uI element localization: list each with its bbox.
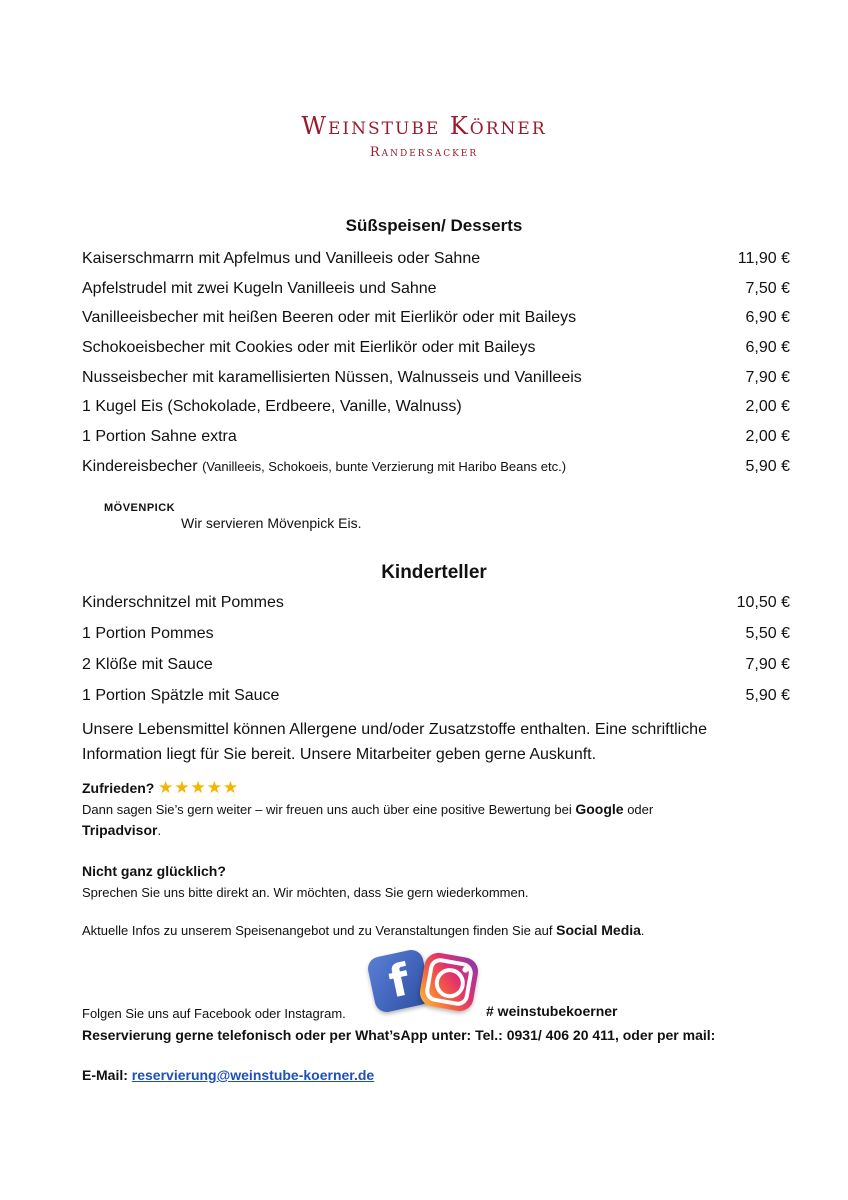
item-name: 1 Portion Pommes — [82, 625, 214, 642]
item-name: 2 Klöße mit Sauce — [82, 656, 213, 673]
unhappy-feedback — [82, 861, 802, 903]
item-price: 6,90 € — [745, 309, 790, 327]
item-name: Nusseisbecher mit karamellisierten Nüssen, Walnusseis und Vanilleeis — [82, 368, 582, 386]
list-item — [82, 458, 790, 488]
happy-feedback — [82, 777, 802, 841]
hashtag: # weinstubekoerner — [486, 1003, 618, 1019]
moevenpick-note: Wir servieren Mövenpick Eis. — [181, 515, 362, 531]
tripadvisor-link[interactable]: Tripadvisor — [82, 822, 158, 838]
follow-text: Folgen Sie uns auf Facebook oder Instagram. — [82, 1006, 346, 1021]
item-price: 7,90 € — [745, 656, 790, 673]
item-name-group — [82, 458, 566, 476]
social-media-link[interactable]: Social Media — [556, 922, 641, 938]
item-price: 11,90 € — [737, 250, 790, 267]
item-name: Kindereisbecher — [82, 457, 198, 475]
list-item — [82, 309, 790, 339]
list-item — [82, 369, 790, 399]
list-item — [82, 339, 790, 369]
item-note: (Vanilleeis, Schokoeis, bunte Verzierung mit Haribo Beans etc.) — [202, 458, 567, 474]
item-price: 7,90 € — [745, 368, 790, 386]
item-price: 10,50 € — [736, 594, 790, 611]
item-name: 1 Portion Sahne extra — [82, 428, 237, 446]
happy-text: Dann sagen Sie’s gern weiter – wir freuen uns auch über eine positive Bewertung bei — [82, 802, 576, 817]
happy-text-end: . — [157, 823, 162, 838]
email-label: E-Mail: — [82, 1067, 132, 1083]
item-price: 7,50 € — [745, 279, 790, 297]
list-item — [82, 687, 790, 718]
item-name: Apfelstrudel mit zwei Kugeln Vanilleeis und Sahne — [82, 279, 437, 297]
happy-title: Zufrieden? — [82, 780, 155, 796]
unhappy-title: Nicht ganz glücklich? — [82, 863, 226, 879]
item-price: 5,50 € — [745, 625, 790, 642]
star-rating-icon: ★★★★★ — [157, 778, 240, 797]
list-item — [82, 428, 790, 458]
list-item — [82, 656, 790, 687]
item-price: 6,90 € — [745, 339, 790, 357]
happy-text-connector: oder — [623, 802, 654, 817]
item-name: 1 Portion Spätzle mit Sauce — [82, 687, 280, 704]
moevenpick-logo: MÖVENPICK — [104, 502, 176, 514]
social-info — [82, 920, 802, 941]
logo-title: Weinstube Körner — [301, 112, 547, 140]
item-name: Schokoeisbecher mit Cookies oder mit Eierlikör oder mit Baileys — [82, 339, 536, 357]
desserts-list — [82, 250, 790, 488]
item-name: Vanilleeisbecher mit heißen Beeren oder mit Eierlikör oder mit Baileys — [82, 309, 577, 327]
item-name: Kaiserschmarrn mit Apfelmus und Vanilleeis oder Sahne — [82, 250, 481, 267]
social-info-text: Aktuelle Infos zu unserem Speisenangebot und zu Veranstaltungen finden Sie auf — [82, 923, 557, 938]
allergen-note: Unsere Lebensmittel können Allergene und/oder Zusatzstoffe enthalten. Eine schriftliche Information liegt für Sie bereit. Unsere Mitarbeiter geben gerne Auskunft. — [82, 721, 707, 763]
list-item — [82, 398, 790, 428]
desserts-title: Süßspeisen/ Desserts — [345, 216, 523, 235]
item-price: 5,90 € — [745, 687, 790, 704]
list-item — [82, 280, 790, 310]
email-link[interactable]: reservierung@weinstube-koerner.de — [131, 1067, 375, 1083]
item-price: 5,90 € — [745, 457, 790, 475]
item-price: 2,00 € — [745, 398, 790, 416]
kids-title: Kinderteller — [381, 562, 487, 583]
logo-subtitle: Randersacker — [369, 145, 479, 160]
list-item — [82, 594, 790, 625]
email-line — [82, 1065, 802, 1086]
list-item — [82, 250, 790, 280]
google-link[interactable]: Google — [575, 801, 624, 817]
item-price: 2,00 € — [745, 428, 790, 446]
list-item — [82, 625, 790, 656]
unhappy-text: Sprechen Sie uns bitte direkt an. Wir möchten, dass Sie gern wiederkommen. — [82, 885, 529, 900]
item-name: Kinderschnitzel mit Pommes — [82, 594, 284, 611]
kids-list — [82, 594, 790, 718]
facebook-icon[interactable]: f — [366, 948, 432, 1014]
social-info-end: . — [640, 923, 645, 938]
reservation-info: Reservierung gerne telefonisch oder per What’sApp unter: Tel.: 0931/ 406 20 411, oder per mail: — [82, 1027, 716, 1043]
item-name: 1 Kugel Eis (Schokolade, Erdbeere, Vanille, Walnuss) — [82, 398, 462, 416]
